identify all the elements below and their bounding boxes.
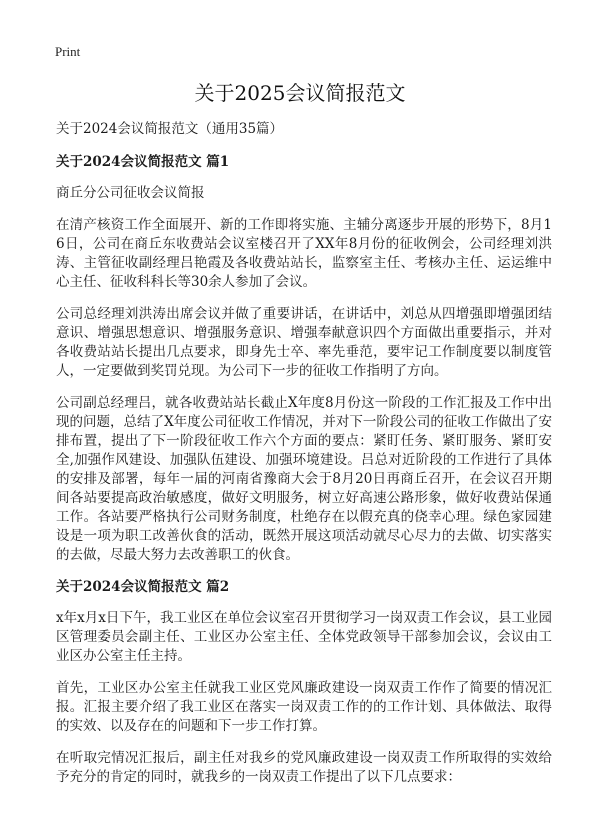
page-title: 关于2025会议简报范文 — [194, 81, 406, 105]
paragraph: 公司副总经理吕，就各收费站站长截止X年度8月份这一阶段的工作汇报及工作中出现的问题，总结了X年度公司征收工作情况，并对下一阶段公司的征收工作做出了安排布置，提出了下一阶段征收工作六个方面的要点：紧盯任务、紧盯服务、紧盯安全,加强作风建设、加强队伍建设、加强环境建设。吕总对近阶段的工作进行了具体的安排及部署，每年一届的河南省豫商大会于8月20日再商丘召开，在会议召开期间各站要提高政治敏感度，做好文明服务，树立好高速公路形象，做好收费站保通工作。各站要严格执行公司财务制度，杜绝存在以假充真的侥幸心理。绿色家园建设是一项为职工改善伙食的活动，既然开展这项活动就尽心尽力的去做、切实落实的去做，尽最大努力去改善职工的伙食。 — [56, 395, 552, 563]
paragraph: x年x月x日下午，我工业区在单位会议室召开贯彻学习一岗双责工作会议，县工业园区管理委员会副主任、工业区办公室主任、全体党政领导干部参加会议，会议由工业区办公室主任主持。 — [56, 610, 552, 664]
paragraph: 商丘分公司征收会议简报 — [56, 185, 205, 201]
paragraph: 公司总经理刘洪涛出席会议并做了重要讲话，在讲话中，刘总从四增强即增强团结意识、增强思想意识、增强服务意识、增强奉献意识四个方面做出重要指示，并对各收费站站长提出几点要求，即身先士卒、率先垂范，要牢记工作制度要以制度管人，一定要做到奖罚兑现。为公司下一步的征收工作指明了方向。 — [56, 306, 552, 379]
print-link[interactable]: Print — [55, 44, 81, 59]
section-1 — [56, 153, 552, 565]
document-subtitle: 关于2024会议简报范文（通用35篇） — [56, 121, 284, 137]
document-body — [56, 120, 552, 800]
paragraph: 在听取完情况汇报后，副主任对我乡的党风廉政建设一岗双责工作所取得的实效给予充分的肯定的同时，就我乡的一岗双责工作提出了以下几点要求： — [56, 750, 552, 785]
section-2 — [56, 578, 552, 787]
section-heading: 关于2024会议简报范文 篇2 — [56, 579, 230, 595]
paragraph: 在清产核资工作全面展开、新的工作即将实施、主辅分离逐步开展的形势下，8月16日，公司在商丘东收费站会议室楼召开了XX年8月份的征收例会，公司经理刘洪涛、主管征收副经理吕艳霞及各收费站站长，监察室主任、考核办主任、运运维中心主任、征收科科长等30余人参加了会议。 — [56, 217, 552, 290]
paragraph: 首先，工业区办公室主任就我工业区党风廉政建设一岗双责工作作了简要的情况汇报。汇报主要介绍了我工业区在落实一岗双责工作的的工作计划、具体做法、取得的实效、以及存在的问题和下一步工作打算。 — [56, 680, 552, 734]
section-heading: 关于2024会议简报范文 篇1 — [56, 154, 230, 170]
